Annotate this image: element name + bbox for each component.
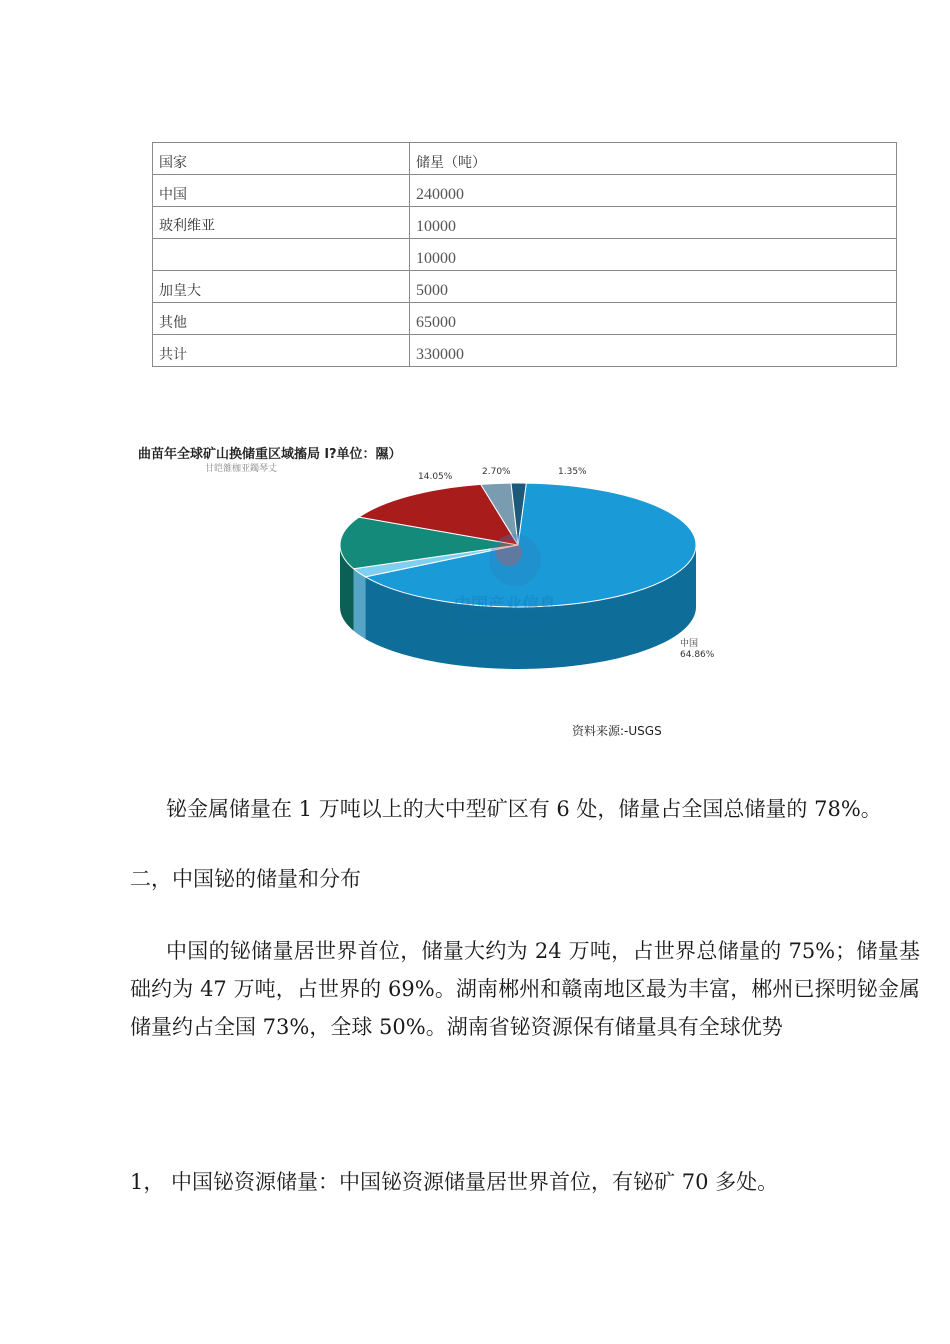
watermark-logo-inner-icon bbox=[496, 540, 522, 566]
pie-chart bbox=[300, 465, 720, 695]
reserves-table-container bbox=[152, 142, 896, 367]
table-row bbox=[153, 271, 897, 303]
table-header-row bbox=[153, 143, 897, 175]
pie-value-label: 14.05% bbox=[418, 472, 453, 482]
table-cell-reserves: 65000 bbox=[410, 303, 897, 335]
table-cell-country: 其他 bbox=[153, 303, 410, 335]
table-cell-country: 共计 bbox=[153, 335, 410, 367]
table-row bbox=[153, 303, 897, 335]
table-cell-reserves: 330000 bbox=[410, 335, 897, 367]
pie-value-label: 64.86% bbox=[680, 650, 715, 660]
table-cell-country: 加皇大 bbox=[153, 271, 410, 303]
pie-value-label: 1.35% bbox=[558, 467, 587, 477]
table-row bbox=[153, 175, 897, 207]
reserves-table bbox=[152, 142, 897, 367]
table-cell-reserves: 10000 bbox=[410, 239, 897, 271]
header-reserves: 储星（吨） bbox=[410, 143, 897, 175]
pie-side-1 bbox=[354, 569, 366, 639]
table-row bbox=[153, 207, 897, 239]
table-cell-country bbox=[153, 239, 410, 271]
watermark-text: 中国产业信息 bbox=[454, 595, 556, 615]
section-heading: 二，中国铋的储量和分布 bbox=[130, 867, 361, 891]
watermark-url: www.chyxx.com bbox=[460, 615, 550, 628]
table-cell-reserves: 10000 bbox=[410, 207, 897, 239]
pie-category-label: 中国 bbox=[680, 639, 699, 649]
header-country: 国家 bbox=[153, 143, 410, 175]
table-cell-country: 玻利维亚 bbox=[153, 207, 410, 239]
table-row bbox=[153, 335, 897, 367]
table-cell-country: 中国 bbox=[153, 175, 410, 207]
pie-value-label: 2.70% bbox=[482, 467, 511, 477]
table-row bbox=[153, 239, 897, 271]
chart-title: 曲苗年全球矿山换储重区域搐局 l?单位：隰） bbox=[138, 447, 402, 462]
chart-source: 资料来源:-USGS bbox=[572, 724, 662, 738]
paragraph-resources: 1， 中国铋资源储量：中国铋资源储量居世界首位，有铋矿 70 多处。 bbox=[130, 1170, 779, 1194]
table-cell-reserves: 5000 bbox=[410, 271, 897, 303]
chart-subtitle: 甘皑雒枷亚鐲琴丈 bbox=[205, 464, 278, 474]
table-cell-reserves: 240000 bbox=[410, 175, 897, 207]
paragraph-reserves: 中国的铋储量居世界首位，储量大约为 24 万吨，占世界总储量的 75%；储量基础约为 47 万吨，占世界的 69%。湖南郴州和赣南地区最为丰富，郴州已探明铋金属储量约占全国 73%，全球 50%。湖南省铋资源保有储量具有全球优势 bbox=[130, 939, 920, 1039]
paragraph-deposits: 铋金属储量在 1 万吨以上的大中型矿区有 6 处，储量占全国总储量的 78%。 bbox=[166, 797, 882, 821]
